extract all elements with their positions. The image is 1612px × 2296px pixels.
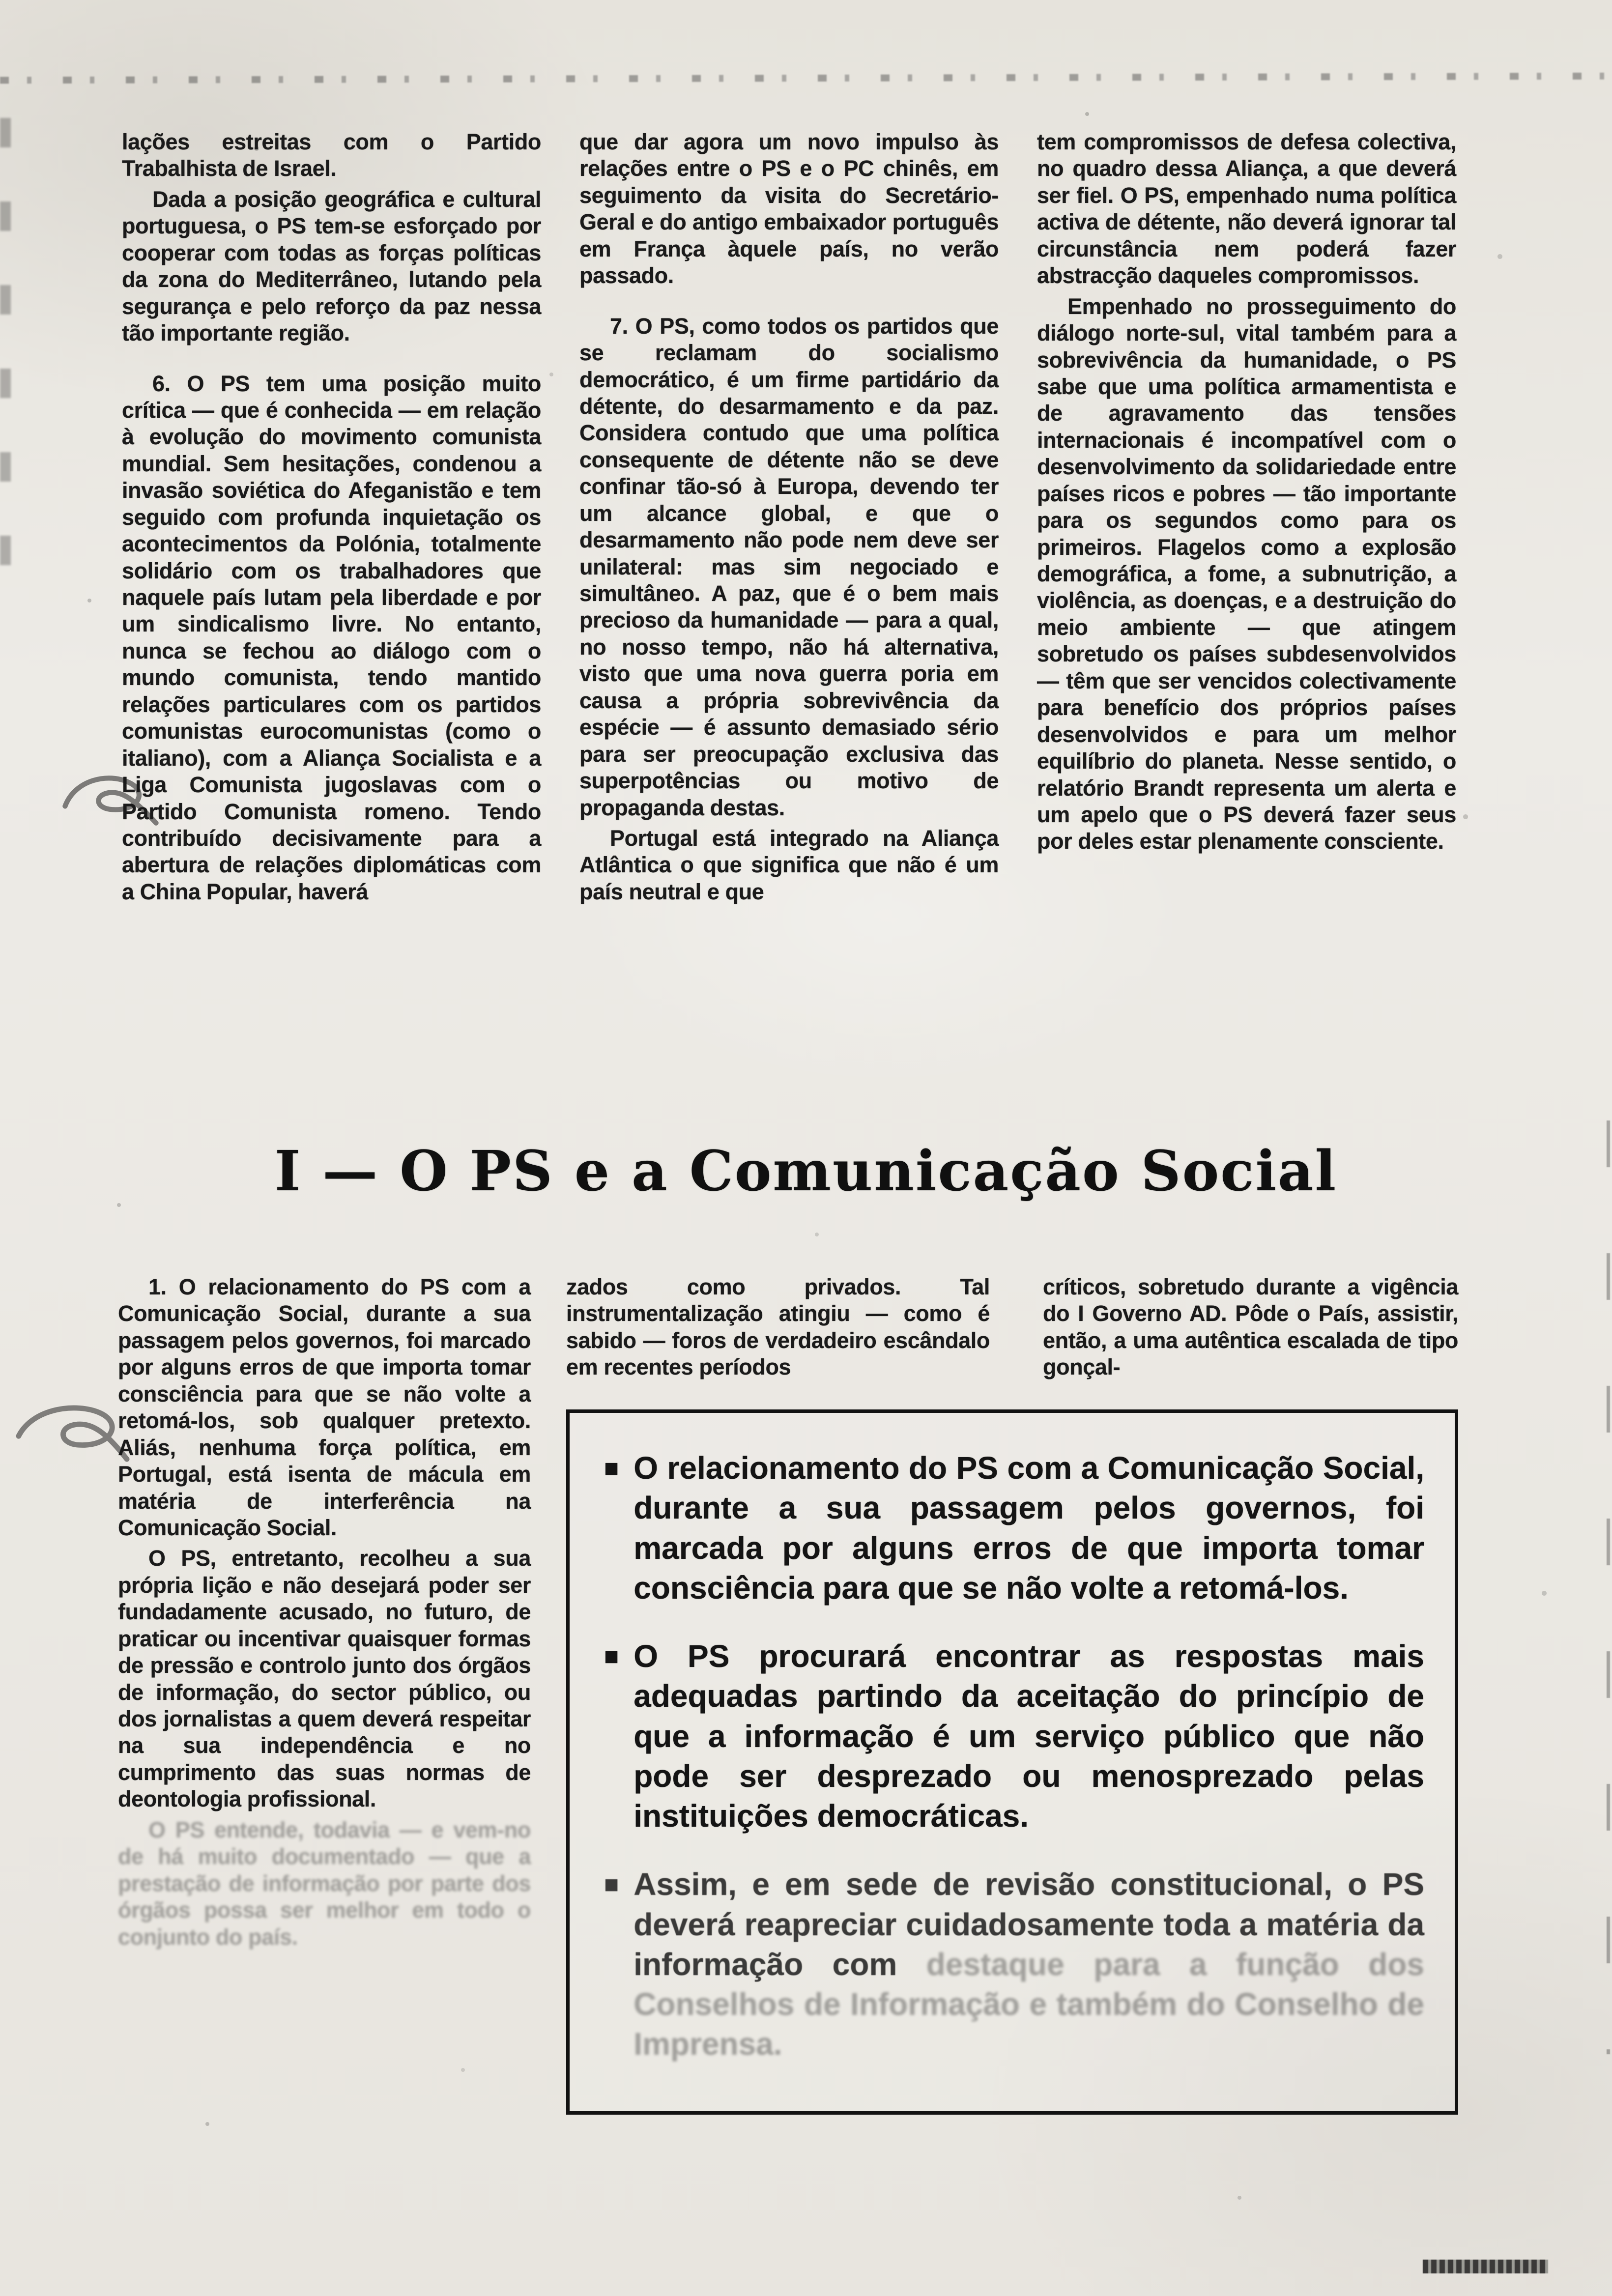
paragraph: 1. O relacionamento do PS com a Comunicação Social, durante a sua passagem pelos governos, foi marcado por alguns erros de que importa tomar consciência para que se não volte a retomá-los, sob qualquer pretexto. Aliás, nenhuma força política, em Portugal, está isenta de mácula em matéria de interferência na Comunicação Social. [118, 1274, 531, 1540]
article-column-3 [1037, 129, 1456, 905]
paragraph: tem compromissos de defesa colectiva, no quadro dessa Aliança, a que deverá ser fiel. O PS, empenhado numa política activa de détente, não deverá ignorar tal circunstância nem poderá fazer abstracção daqueles compromissos. [1037, 129, 1456, 288]
article-column-2-intro: zados como privados. Tal instrumentalização atingiu — como é sabido — foros de verdadeiro escândalo em recentes períodos [566, 1274, 990, 1380]
scan-edge-smudge [0, 118, 11, 585]
paragraph: Dada a posição geográfica e cultural portuguesa, o PS tem-se esforçado por cooperar com todas as forças políticas da zona do Mediterrâneo, lutando pela segurança e pelo reforço da paz nessa tão importante região. [122, 186, 541, 346]
section-headline: I — O PS e a Comunicação Social [274, 1139, 1338, 1204]
square-bullet-icon: ■ [604, 1454, 619, 1482]
callout-box [566, 1409, 1458, 2115]
scan-speckles [0, 0, 2, 2]
callout-item [604, 1636, 1424, 1836]
callout-item-text [633, 1865, 1424, 2064]
callout-item-text: O PS procurará encontrar as respostas mais adequadas partindo da aceitação do princípio de que a informação é um serviço público que não pode ser desprezado ou menosprezado pelas instituições democráticas. [633, 1638, 1424, 1834]
callout-item [604, 1448, 1424, 1608]
paragraph: que dar agora um novo impulso às relações entre o PS e o PC chinês, em seguimento da visita do Secretário-Geral e do antigo embaixador português em França àquele país, no verão passado. [579, 129, 999, 288]
paragraph: Portugal está integrado na Aliança Atlântica o que significa que não é um país neutral e que [579, 825, 999, 904]
paragraph: 7. O PS, como todos os partidos que se reclamam do socialismo democrático, é um firme partidário da détente, do desarmamento e da paz. Considera contudo que uma política consequente de détente não se deve confinar tão-só à Europa, devendo ter um alcance global, e que o desarmamento não pode nem deve ser unilateral: mas sim negociado e simultâneo. A paz, que é o bem mais precioso da humanidade — para a qual, no nosso tempo, não há alternativa, visto que uma nova guerra poria em causa a própria sobrevivência da espécie — é assunto demasiado sério para ser preocupação exclusiva das superpotências ou motivo de propaganda destas. [579, 313, 999, 820]
illegible-paragraph: O PS entende, todavia — e vem-no de há muito documentado — que a prestação de informação por parte dos órgãos possa ser melhor em todo o conjunto do país. [118, 1817, 531, 1950]
callout-item-text: O relacionamento do PS com a Comunicação Social, durante a sua passagem pelos governos, foi marcada por alguns erros de que importa tomar consciência para que se não volte a retomá-los. [633, 1450, 1424, 1606]
paragraph: lações estreitas com o Partido Trabalhista de Israel. [122, 129, 541, 181]
paragraph: 6. O PS tem uma posição muito crítica — que é conhecida — em relação à evolução do movimento comunista mundial. Sem hesitações, condenou a invasão soviética do Afeganistão e tem seguido com profunda inquietação os acontecimentos da Polónia, totalmente solidário com os trabalhadores que naquele país lutam pela liberdade e por um sindicalismo livre. No entanto, nunca se fechou ao diálogo com o mundo comunista, tendo mantido relações particulares com os partidos comunistas eurocomunistas (como o italiano), com a Aliança Socialista e a Liga Comunista jugoslavas com o Partido Comunista romeno. Tendo contribuído decisivamente para a abertura de relações diplomáticas com a China Popular, haverá [122, 371, 541, 904]
scan-noise-band [0, 73, 1612, 84]
square-bullet-icon: ■ [604, 1870, 619, 1898]
article-column-1 [122, 129, 541, 905]
callout-item-text-faded: destaque para a função dos Conselhos de Informação e também do Conselho de Imprensa. [633, 1946, 1425, 2062]
paragraph: O PS, entretanto, recolheu a sua própria lição e não desejará poder ser fundadamente acusado, no futuro, de praticar ou incentivar quaisquer formas de pressão e controlo junto dos órgãos de informação, do sector público, ou dos jornalistas a quem deverá respeitar na sua independência e no cumprimento das suas normas de deontologia profissional. [118, 1546, 531, 1812]
top-article-section [122, 129, 1456, 905]
callout-item [604, 1865, 1424, 2064]
scan-edge-dashes [1607, 1120, 1610, 2054]
paragraph: Empenhado no prosseguimento do diálogo norte-sul, vital também para a sobrevivência da humanidade, o PS sabe que uma política armamentista e de agravamento das tensões internacionais é incompatível com o desenvolvimento da solidariedade entre países ricos e pobres — tão importante para os segundos como para os primeiros. Flagelos como a explosão demográfica, a fome, a subnutrição, a violência, as doenças, e a destruição do meio ambiente — que atingem sobretudo os países subdesenvolvidos — têm que ser vencidos colectivamente para benefício dos próprios países desenvolvidos e para um melhor equilíbrio do planeta. Nesse sentido, o relatório Brandt representa um alerta e um apelo que o PS deverá fazer seus por deles estar plenamente consciente. [1037, 293, 1456, 854]
square-bullet-icon: ■ [604, 1642, 619, 1670]
article-column-2 [579, 129, 999, 905]
article-column-3-intro: críticos, sobretudo durante a vigência do I Governo AD. Pôde o País, assistir, então, a uma autêntica escalada de tipo gonçal- [1043, 1274, 1458, 1380]
callout-item-text-clear: Assim, e em sede de revisão constitucional, o PS deverá reapreciar cuidadosamente toda a matéria da informação com [633, 1866, 1424, 1982]
pen-mark-icon [14, 1401, 132, 1464]
article-column-1-bottom [118, 1274, 531, 1951]
scan-corner-mark [1423, 2260, 1548, 2273]
